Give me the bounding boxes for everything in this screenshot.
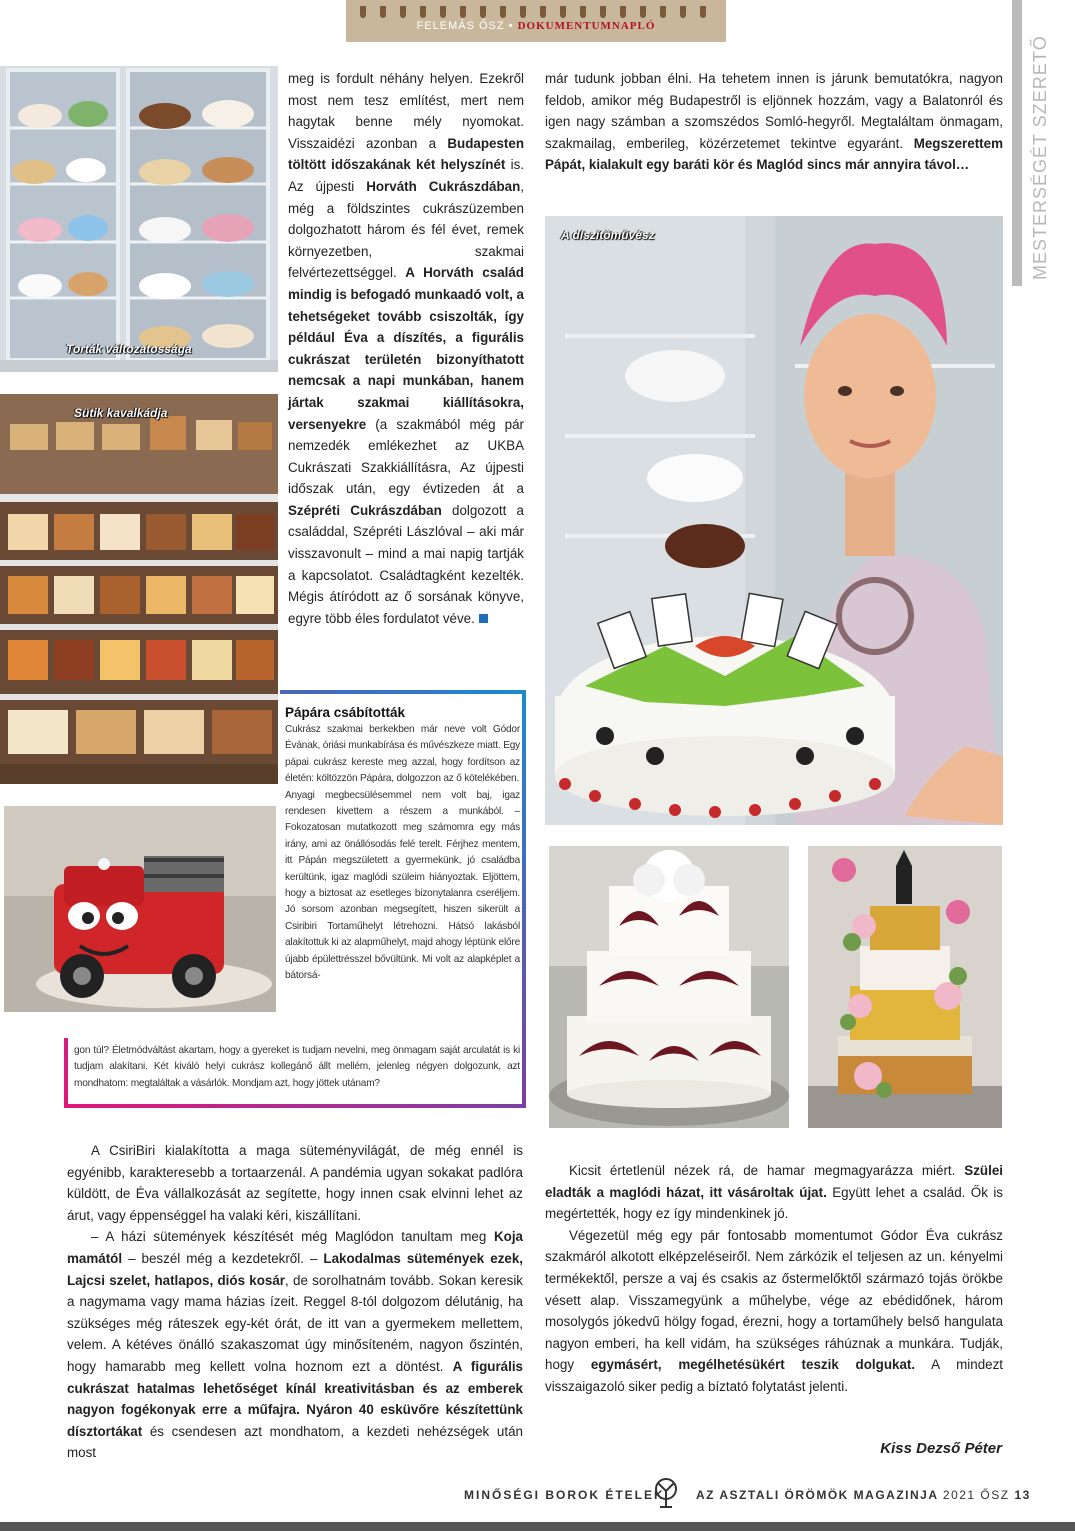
text-run: dolgozott a családdal, Szépréti Lászlóval – aki már visszavonult – mind a mai napig tartják a kapcsolatot. Családtagként kezelték. Mégis átíródott az ő sorsának könyve, egyre több éles fordulatot véve. [288,502,524,626]
binder-ring-icon [700,6,706,18]
paragraph [545,1160,1003,1225]
text-run-bold: Lakodalmas sütemények ezek, Lajcsi szelet, hatlapos, diós kosár [67,1250,523,1288]
text-run: Végezetül még egy pár fontosabb momentumot Gódor Éva cukrász szakmáról alkotott elképzeléseiről. Nem zárkózik el teljesen az un. kényelmi termékektől, persze a vaj és csakis az őstermelőktől származó tojás örökbe vésett alap. Visszamegyünk a műhelybe, vége az ebédidőnek, három mosolygós jókedvű hölgy fogad, érezni, hogy a tortaműhely belső hangulata nagyon emberi, ha kell vidám, ha szükséges ráhúznak a munkára. Tudják, hogy [545,1227,1003,1373]
photo-decorator [545,216,1003,825]
binder-ring-icon [680,6,686,18]
text-run-bold: A Horváth család mindig is befogadó munkaadó volt, a tehetségeket tovább csiszolták, így például Éva a díszítés, a figurális cukrászat területén bizonyíthatott nemcsak a napi munkában, hanem jártak szakmai kiállításokra, versenyekre [288,265,524,432]
text-run: is. Az újpesti [288,157,524,194]
text-run-bold: A figurális cukrászat hatalmas lehetőséget kínál kreativitásban és az emberek nagyon fogékonyak erre a műfajra. Nyáron 40 esküvőre készítettünk dísztortákat [67,1358,523,1439]
text-run: és csendesen azt mondhatom, a kezdeti nehézségek után most [67,1423,523,1461]
footer-left: MINŐSÉGI BOROK ÉTELEK [464,1488,665,1502]
text-run: Kicsit értetlenül nézek rá, de hamar megmagyarázza miért. [569,1163,965,1178]
text-run: (a szakmából még pár nemzedék emlékezhet az UKBA Cukrászati Szakkiállításra, Az újpesti időszak után, egy évtizeden át a [288,416,524,497]
author-byline: Kiss Dezső Péter [880,1440,1002,1457]
paragraph [288,68,524,629]
binder-ring-icon [360,6,366,18]
binder-ring-icon [660,6,666,18]
binder-ring-icon [520,6,526,18]
photo-tiered-white-cake [549,846,789,1128]
article-col-right-bottom [545,1160,1003,1398]
caption-pastry-case: Sütik kavalkádja [74,406,168,420]
binder-ring-icon [580,6,586,18]
footer-magazine: AZ ASZTALI ÖRÖMÖK MAGAZINJA [696,1488,939,1502]
paragraph: A CsiriBiri kialakította a maga süteményvilágát, de még ennél is egyénibb, karakteresebb a tortaarzenál. A pandémia ugyan sokakat padlóra küldött, de Éva vállalkozását az segítette, hogy innen csak elvinni lehet az árut, vagy éppenséggel ha valaki kéri, kiszállítani. [67,1143,523,1223]
text-run: már tudunk jobban élni. Ha tehetem innen is járunk bemutatókra, nagyon feldob, amikor még Budapestről is eljönnek hozzám, vagy a Balatonról és igen nagy számban a szomszédos Somló-hegyről. Megtaláltam önmagam, szakmailag, emberileg, közérzetemet tekintve egyaránt. [545,71,1003,151]
end-mark-icon [479,614,488,623]
binder-ring-icon [600,6,606,18]
text-run: – A házi sütemények készítését még Maglódon tanultam meg [91,1229,494,1245]
text-run: meg is fordult néhány helyen. Ezekről most nem tesz említést, mert nem hagytak benne mély nyomokat. Visszaidézi azonban a [288,71,524,151]
sidebar-paragraph: Anyagi megbecsülésemmel nem volt baj, igaz rendesen kivettem a részem a munkából. – Fokozatosan mutatkozott meg számomra egy más irány, ami az önállósodás felé terelt. Férjhez mentem, itt Pápán megszületett a gyermekünk, jó családba kerültünk, igaz maglódi szüleim hiányoztak. Eljöttem, hogy a biztosat az esetleges bizonytalanra cseréljem. Jó sorsom azonban megsegített, hiszen sikerült a Csiribiri Tortaműhelyt létrehozni. Hátsó lakásból alakítottuk ki az alapműhelyt, majd ahogy léptünk előre újabb épülettrésszel bővültünk. Mi volt az alapképlet a bátorsá- [285,789,520,982]
binder-ring-icon [400,6,406,18]
footer-rule [0,1522,1075,1531]
paragraph [67,1226,523,1464]
caption-decorator: A díszítőművész [561,228,655,242]
binder-ring-icon [380,6,386,18]
side-label-text: MESTERSÉGÉT SZERETŐ [1030,35,1050,280]
paragraph [545,1225,1003,1398]
section-name: FELEMÁS ŐSZ • [416,20,514,32]
text-run: , még a földszintes cukrászüzemben dolgozhatott három és fél évet, remek környezetben, szakmai felvértezettséggel. [288,178,524,281]
section-title: DOKUMENTUMNAPLÓ [517,20,656,32]
text-run-bold: Koja mamától [67,1229,523,1266]
binder-ring-icon [620,6,626,18]
text-run-bold: Szépréti Cukrászdában [288,502,442,518]
text-run: – beszél még a kezdetekről. – [122,1250,324,1266]
sidebar-title: Pápára csábították [285,705,406,720]
sidebar-paragraph-wide: gon túl? Életmódváltást akartam, hogy a gyereket is tudjam nevelni, meg önmagam saját arculatát is ki tudjam alakítani. Két kiváló helyi cukrász kollegánő állt mellém, jelenleg négyen dolgozunk, azt mondhatom: megtaláltak a vásárlók. Mondjam azt, hogy jöttek utánam? [74,1045,520,1089]
side-rule [1012,0,1022,286]
article-col-middle [288,68,524,629]
binder-ring-icon [560,6,566,18]
text-run-bold: Budapesten töltött időszakának két helyszínét [288,135,524,173]
text-run-bold: Szülei eladták a maglódi házat, itt vásároltak újat. [545,1163,1003,1200]
binder-ring-icon [480,6,486,18]
footer-right [696,1488,1031,1502]
binder-ring-icon [420,6,426,18]
text-run: Együtt lehet a család. Ők is megértették, hogy ez így mindenkinek jó. [545,1184,1004,1222]
binder-ring-icon [640,6,646,18]
binder-ring-icon [460,6,466,18]
caption-cakes-fridge: Torták változatossága [66,342,192,356]
text-run: , de sorolhatnám tovább. Sokan keresik a nagymama vagy mama házias ízeit. Reggel 8-tól dolgozom délutánig, ha szükséges még ráteszek egy-két órát, de itt van a gyermekem mellettem, velem. A kétéves önálló szakaszomat úgy minősíteném, nagyon őszintén, hogy hamarabb meg kellett volna hoznom ezt a döntést. [67,1272,523,1374]
binder-ring-icon [500,6,506,18]
section-header [346,20,726,40]
binder-ring-icon [540,6,546,18]
paragraph [545,68,1003,176]
footer-issue: 2021 ŐSZ [942,1488,1010,1502]
photo-gold-wedding-cake [808,846,1002,1128]
article-col-left-bottom [67,1140,523,1464]
page-number: 13 [1014,1488,1031,1502]
sidebar-box [285,705,520,985]
binder-ring-icon [440,6,446,18]
article-col-right-top [545,68,1003,176]
text-run: A mindezt visszaigazoló siker pedig a bíztató folytatást jelenti. [545,1357,1003,1394]
text-run-bold: Horváth Cukrászdában [366,178,521,194]
tree-logo-icon [648,1477,684,1511]
side-label [1030,35,1054,280]
text-run-bold: Megszerettem Pápát, kialakult egy baráti kör és Maglód sincs már annyira távol… [545,135,1003,173]
photo-cakes-fridge [0,66,278,372]
text-run-bold: egymásért, megélhetésükért teszik dolgukat. [590,1357,916,1373]
sidebar-paragraph: Cukrász szakmai berkekben már neve volt Gódor Évának, óriási munkabírása és művészkeze miatt. Egy pápai cukrász kereste meg azzal, hogy fordítson az életén: költözzön Pápára, dolgozzon az ő kötelékében. [285,724,520,785]
